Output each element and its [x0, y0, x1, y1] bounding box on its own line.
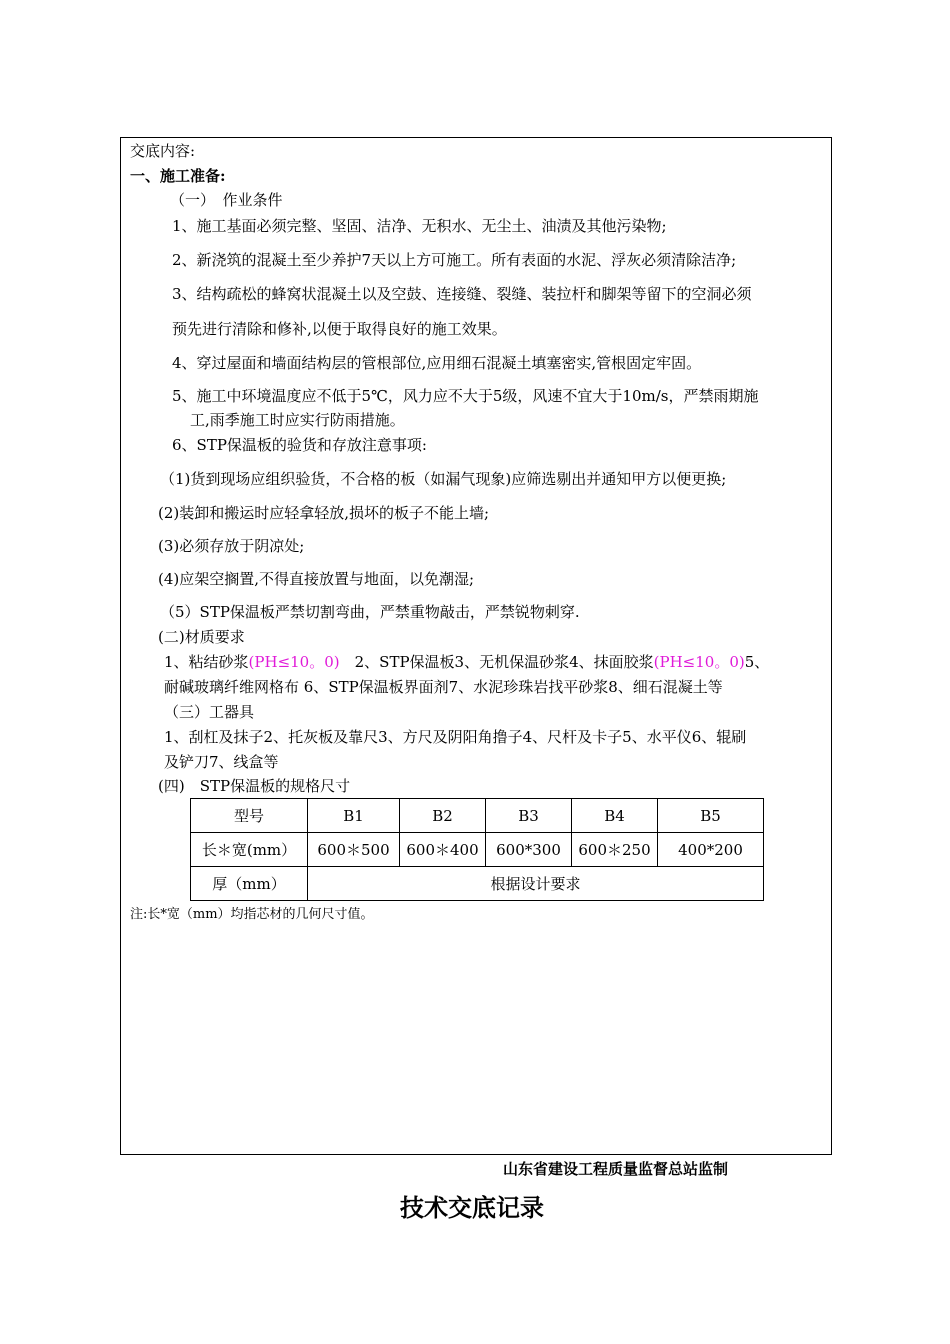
- section1-title: 一、施工准备:: [130, 167, 226, 185]
- header-model: 型号: [191, 799, 308, 833]
- thickness-value: 根据设计要求: [308, 867, 764, 901]
- table-note: 注:长*宽（mm）均指芯材的几何尺寸值。: [130, 907, 374, 922]
- header-b5: B5: [658, 799, 764, 833]
- item-5b: 工,雨季施工时应实行防雨措施。: [190, 411, 405, 429]
- header-b3: B3: [486, 799, 572, 833]
- materials-line-2: 耐碱玻璃纤维网格布 6、STP保温板界面剂7、水泥珍珠岩找平砂浆8、细石混凝土等: [164, 678, 723, 696]
- spec-thickness-row: [191, 867, 764, 901]
- point-5: （5）STP保温板严禁切割弯曲，严禁重物敲击，严禁锐物刺穿.: [160, 603, 580, 621]
- thickness-label: 厚（mm）: [191, 867, 308, 901]
- header-b2: B2: [400, 799, 486, 833]
- materials-text-b: 2、STP保温板3、无机保温砂浆4、抹面胶浆: [339, 653, 654, 671]
- item-2: 2、新浇筑的混凝土至少养护7天以上方可施工。所有表面的水泥、浮灰必须清除洁净;: [172, 251, 737, 269]
- size-label: 长＊宽(mm）: [191, 833, 308, 867]
- materials-line-1: [164, 652, 769, 672]
- spec-table: [190, 798, 764, 901]
- sub3-title: （三）工器具: [164, 703, 255, 721]
- footer-title: 技术交底记录: [400, 1193, 544, 1222]
- point-2: (2)装卸和搬运时应轻拿轻放,损坏的板子不能上墙;: [158, 504, 490, 522]
- item-3b: 预先进行清除和修补,以便于取得良好的施工效果。: [172, 320, 507, 338]
- size-b1: 600＊500: [308, 833, 400, 867]
- materials-text-c: 5、: [744, 653, 770, 671]
- materials-text-a: 1、粘结砂浆: [164, 653, 249, 671]
- ph-highlight-2: (PH≤10。0): [653, 653, 745, 671]
- sub4-title: (四) STP保温板的规格尺寸: [158, 777, 351, 795]
- ph-highlight-1: (PH≤10。0): [248, 653, 340, 671]
- item-3a: 3、结构疏松的蜂窝状混凝土以及空鼓、连接缝、裂缝、装拉杆和脚架等留下的空洞必须: [172, 285, 752, 303]
- header-b1: B1: [308, 799, 400, 833]
- tools-line-1: 1、刮杠及抹子2、托灰板及靠尺3、方尺及阴阳角撸子4、尺杆及卡子5、水平仪6、辊刷: [164, 728, 747, 746]
- sub2-title: (二)材质要求: [158, 628, 245, 646]
- size-b3: 600*300: [486, 833, 572, 867]
- sub1-title: （一） 作业条件: [170, 191, 283, 209]
- item-4: 4、穿过屋面和墙面结构层的管根部位,应用细石混凝土填塞密实,管根固定牢固。: [172, 354, 702, 372]
- header-b4: B4: [572, 799, 658, 833]
- point-3: (3)必须存放于阴凉处;: [158, 537, 305, 555]
- spec-header-row: [191, 799, 764, 833]
- size-b4: 600＊250: [572, 833, 658, 867]
- content-label: 交底内容:: [130, 142, 196, 160]
- tools-line-2: 及铲刀7、线盒等: [164, 753, 279, 771]
- item-6: 6、STP保温板的验货和存放注意事项:: [172, 436, 427, 454]
- point-4: (4)应架空搁置,不得直接放置与地面，以免潮湿;: [158, 570, 475, 588]
- spec-size-row: [191, 833, 764, 867]
- size-b2: 600＊400: [400, 833, 486, 867]
- item-1: 1、施工基面必须完整、坚固、洁净、无积水、无尘土、油渍及其他污染物;: [172, 217, 667, 235]
- size-b5: 400*200: [658, 833, 764, 867]
- footer-organization: 山东省建设工程质量监督总站监制: [503, 1160, 729, 1178]
- point-1: （1)货到现场应组织验货，不合格的板（如漏气现象)应筛选剔出并通知甲方以便更换;: [160, 470, 727, 488]
- item-5a: 5、施工中环境温度应不低于5℃，风力应不大于5级，风速不宜大于10m/s，严禁雨期施: [172, 387, 759, 405]
